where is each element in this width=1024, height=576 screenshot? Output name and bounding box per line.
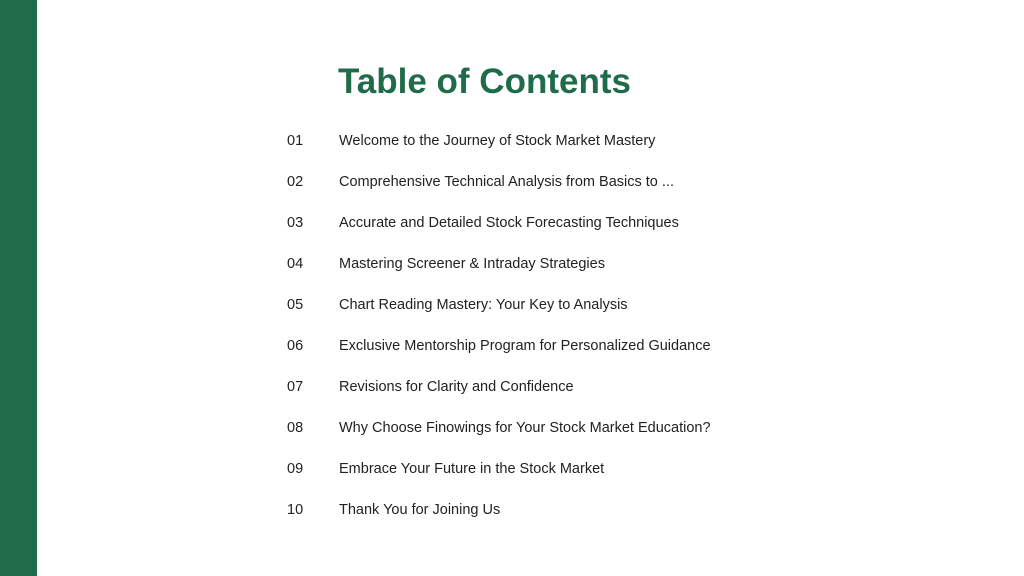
toc-item-label: Accurate and Detailed Stock Forecasting Techniques <box>339 214 679 231</box>
toc-item-09 <box>287 448 927 489</box>
toc-item-label: Mastering Screener & Intraday Strategies <box>339 255 605 272</box>
toc-item-label: Exclusive Mentorship Program for Personalized Guidance <box>339 337 711 354</box>
toc-item-label: Chart Reading Mastery: Your Key to Analysis <box>339 296 628 313</box>
side-accent-bar <box>0 0 37 576</box>
toc-item-03 <box>287 202 927 243</box>
toc-item-number: 02 <box>287 173 304 190</box>
toc-item-number: 01 <box>287 132 304 149</box>
toc-item-number: 09 <box>287 460 304 477</box>
toc-item-number: 10 <box>287 501 304 518</box>
toc-item-number: 08 <box>287 419 304 436</box>
toc-item-06 <box>287 325 927 366</box>
table-of-contents-list <box>287 120 927 530</box>
toc-item-number: 05 <box>287 296 304 313</box>
toc-item-05 <box>287 284 927 325</box>
toc-item-01 <box>287 120 927 161</box>
toc-item-label: Embrace Your Future in the Stock Market <box>339 460 605 477</box>
toc-item-number: 04 <box>287 255 304 272</box>
toc-item-number: 06 <box>287 337 304 354</box>
toc-item-label: Why Choose Finowings for Your Stock Market Education? <box>339 419 711 436</box>
toc-item-07 <box>287 366 927 407</box>
toc-item-08 <box>287 407 927 448</box>
toc-item-label: Comprehensive Technical Analysis from Basics to ... <box>339 173 674 190</box>
toc-item-number: 03 <box>287 214 304 231</box>
toc-item-number: 07 <box>287 378 304 395</box>
toc-item-label: Revisions for Clarity and Confidence <box>339 378 574 395</box>
toc-item-label: Thank You for Joining Us <box>339 501 501 518</box>
toc-item-04 <box>287 243 927 284</box>
toc-item-label: Welcome to the Journey of Stock Market Mastery <box>339 132 656 149</box>
toc-item-02 <box>287 161 927 202</box>
toc-item-10 <box>287 489 927 530</box>
page-title: Table of Contents <box>338 62 631 101</box>
